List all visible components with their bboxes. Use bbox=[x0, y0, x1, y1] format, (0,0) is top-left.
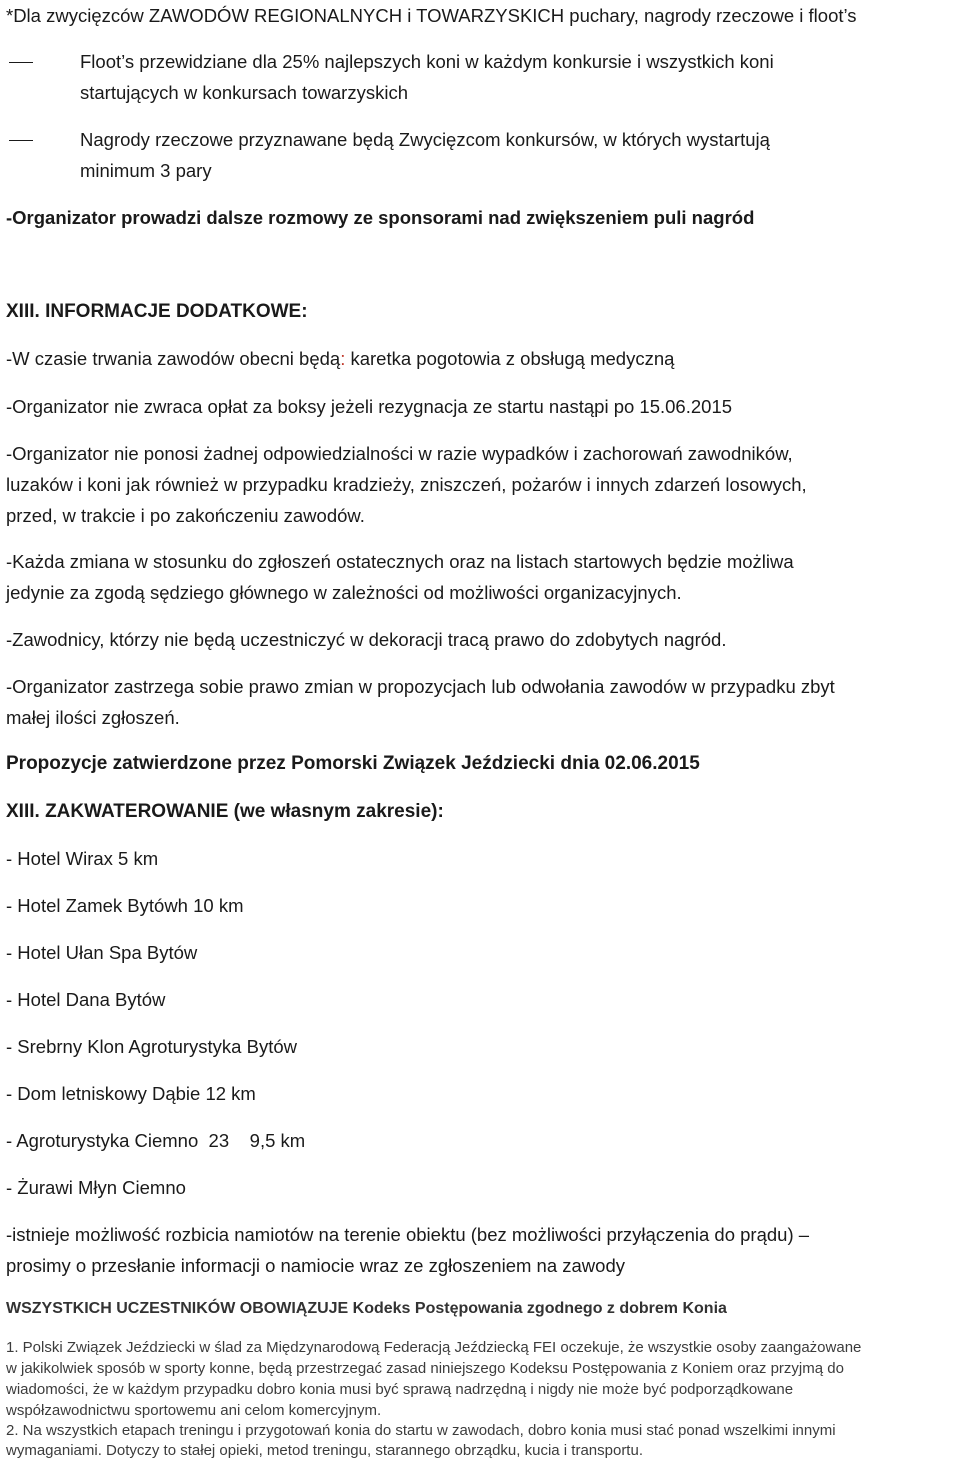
accommodation-item: - Dom letniskowy Dąbie 12 km bbox=[6, 1083, 256, 1104]
approval-statement: Propozycje zatwierdzone przez Pomorski Związek Jeździecki dnia 02.06.2015 bbox=[6, 753, 700, 774]
cancellation-line-1: -Organizator zastrzega sobie prawo zmian w propozycjach lub odwołania zawodów w przypadku zbyt bbox=[6, 676, 835, 697]
code-point-1-line-2: w jakikolwiek sposób w sporty konne, będą przestrzegać zasad niniejszego Kodeksu Postępowania z Koniem oraz przyjmą do bbox=[6, 1360, 844, 1377]
code-point-1-line-3: wiadomości, że w każdym przypadku dobro konia musi być sprawą nadrzędną i nigdy nie może być podporządkowane bbox=[6, 1381, 794, 1398]
dash-bullet-icon bbox=[9, 62, 33, 63]
organizer-sponsor-note: -Organizator prowadzi dalsze rozmowy ze sponsorami nad zwiększeniem puli nagród bbox=[6, 207, 755, 228]
medical-info-colon: : bbox=[340, 348, 346, 369]
medical-info-text-b: karetka pogotowia z obsługą medyczną bbox=[345, 348, 675, 369]
prize-bullet-2-line-2: minimum 3 pary bbox=[80, 160, 212, 181]
liability-line-2: luzaków i koni jak również w przypadku kradzieży, zniszczeń, pożarów i innych zdarzeń losowych, bbox=[6, 474, 807, 495]
dash-bullet-icon bbox=[9, 140, 33, 141]
tents-line-1: -istnieje możliwość rozbicia namiotów na terenie obiektu (bez możliwości przyłączenia do prądu) – bbox=[6, 1224, 810, 1245]
code-point-1-line-4: współzawodnictwu sportowemu ani celom komercyjnym. bbox=[6, 1402, 382, 1419]
accommodation-item: - Hotel Wirax 5 km bbox=[6, 848, 159, 869]
code-point-2-line-2: wymaganiami. Dotyczy to stałej opieki, metod treningu, starannego obrządku, kucia i transportu. bbox=[6, 1442, 643, 1459]
code-point-1-line-1: 1. Polski Związek Jeździecki w ślad za Międzynarodową Federacją Jeździecką FEI oczekuje, że wszystkie osoby zaangażowane bbox=[6, 1339, 862, 1356]
box-fee-info: -Organizator nie zwraca opłat za boksy jeżeli rezygnacja ze startu nastąpi po 15.06.2015 bbox=[6, 396, 733, 417]
medical-info-text-a: -W czasie trwania zawodów obecni będą bbox=[6, 348, 341, 369]
accommodation-item: - Hotel Ułan Spa Bytów bbox=[6, 942, 198, 963]
accommodation-item: - Srebrny Klon Agroturystyka Bytów bbox=[6, 1036, 297, 1057]
accommodation-item: - Żurawi Młyn Ciemno bbox=[6, 1177, 186, 1198]
prize-bullet-1-line-1: Floot’s przewidziane dla 25% najlepszych koni w każdym konkursie i wszystkich koni bbox=[80, 51, 774, 72]
changes-line-2: jedynie za zgodą sędziego głównego w zależności od możliwości organizacyjnych. bbox=[6, 582, 682, 603]
tents-line-2: prosimy o przesłanie informacji o namiocie wraz ze zgłoszeniem na zawody bbox=[6, 1255, 625, 1276]
code-point-2-line-1: 2. Na wszystkich etapach treningu i przygotowań konia do startu w zawodach, dobro konia musi stać ponad wszelkimi innymi bbox=[6, 1422, 836, 1439]
accommodation-item: - Hotel Dana Bytów bbox=[6, 989, 166, 1010]
accommodation-item: - Agroturystyka Ciemno 23 9,5 km bbox=[6, 1130, 306, 1151]
cancellation-line-2: małej ilości zgłoszeń. bbox=[6, 707, 180, 728]
prize-bullet-1-line-2: startujących w konkursach towarzyskich bbox=[80, 82, 408, 103]
additional-info-heading: XIII. INFORMACJE DODATKOWE: bbox=[6, 301, 308, 322]
prize-bullet-2-line-1: Nagrody rzeczowe przyznawane będą Zwycięzcom konkursów, w których wystartują bbox=[80, 129, 770, 150]
accommodation-heading: XIII. ZAKWATEROWANIE (we własnym zakresie): bbox=[6, 801, 444, 822]
changes-line-1: -Każda zmiana w stosunku do zgłoszeń ostatecznych oraz na listach startowych będzie możliwa bbox=[6, 551, 794, 572]
prizes-intro: *Dla zwycięzców ZAWODÓW REGIONALNYCH i TOWARZYSKICH puchary, nagrody rzeczowe i floot’s bbox=[6, 5, 857, 26]
code-of-conduct-heading: WSZYSTKICH UCZESTNIKÓW OBOWIĄZUJE Kodeks Postępowania zgodnego z dobrem Konia bbox=[6, 1300, 727, 1317]
decoration-info: -Zawodnicy, którzy nie będą uczestniczyć w dekoracji tracą prawo do zdobytych nagród. bbox=[6, 629, 727, 650]
accommodation-item: - Hotel Zamek Bytówh 10 km bbox=[6, 895, 244, 916]
medical-info bbox=[6, 347, 674, 371]
liability-line-3: przed, w trakcie i po zakończeniu zawodów. bbox=[6, 505, 365, 526]
liability-line-1: -Organizator nie ponosi żadnej odpowiedzialności w razie wypadków i zachorowań zawodników, bbox=[6, 443, 793, 464]
